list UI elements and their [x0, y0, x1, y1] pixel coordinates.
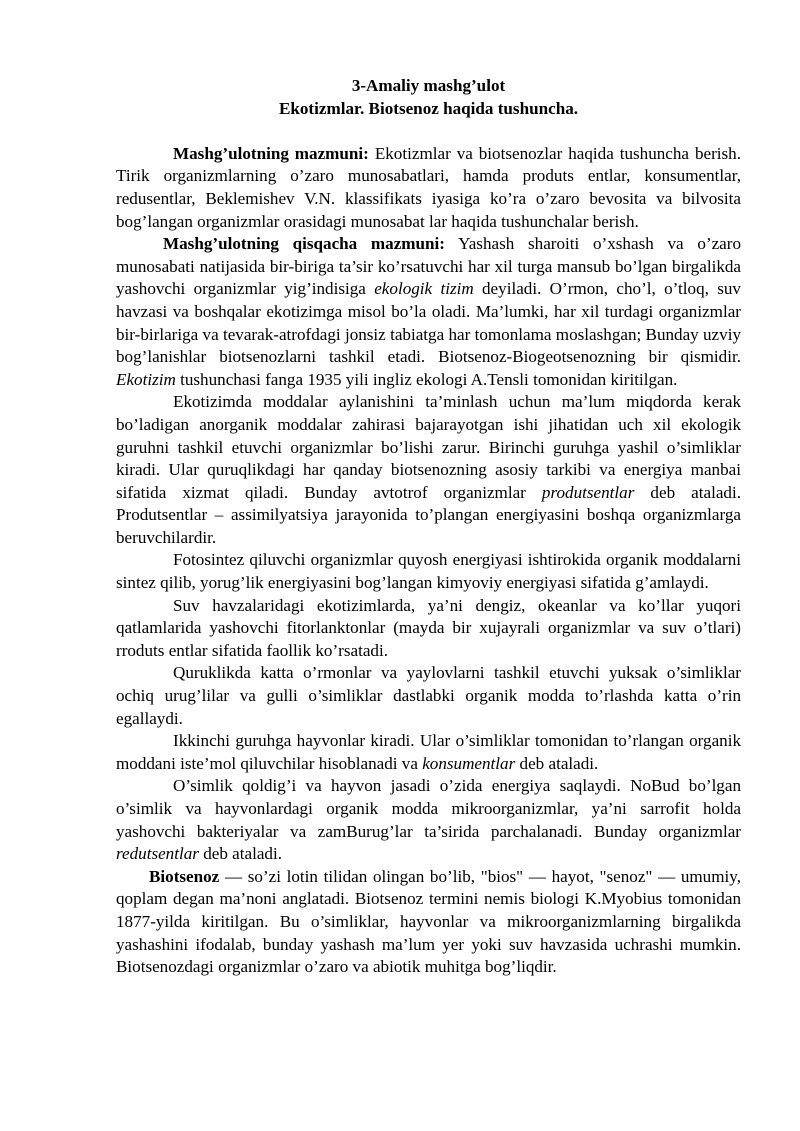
paragraph-text: — so’zi lotin tilidan olingan bo’lib, "bios" — hayot, "senoz" — umumiy, qoplam degan ma’noni anglatadi. Biotsenoz termini nemis biologi K.Myobius tomonidan 1877-yilda kiritilgan. Bu o’simliklar, hayvonlar va mikroorganizmlarning birgalikda yashashini ifodalab, bunday yashash ma’lum yer yoki suv havzasida uchrashi mumkin. Biotsenozdagi organizmlar o’zaro va abiotik muhitga bog’liqdir. [116, 866, 741, 977]
term-reducers: redutsentlar [116, 844, 199, 864]
paragraph-text: deb ataladi. [198, 844, 282, 864]
term-ecological-system: ekologik tizim [374, 279, 474, 299]
document-title: 3-Amaliy mashg’ulot [351, 76, 506, 95]
paragraph-reducers [116, 775, 741, 865]
term-consumers: konsumentlar [422, 753, 516, 773]
paragraph-summary [116, 233, 741, 391]
paragraph-text: Ekotizmlar va biotsenozlar haqida tushuncha berish. Tirik organizmlarning o’zaro munosabatlari, hamda produts entlar, konsumentlar, redusentlar, Beklemishev V.N. klassifikats iyasiga ko’ra o’zaro bevosita va bilvosita bog’langan organizmlar orasidagi munosabat lar haqida tushunchalar berish. [116, 143, 741, 231]
paragraph-label: Mashg’ulotning mazmuni: [173, 143, 369, 163]
paragraph-text: deyiladi. O’rmon, cho’l, o’tloq, suv havzasi va boshqalar ekotizimga misol bo’la oladi. Ma’lumki, har xil turdagi organizmlar bir-birlariga va tevarak-atrofdagi jonsiz tabiatga har tomonlama moslashgan; Bunday uzviy bog’lanishlar biotsenozlarni tashkil etadi. Biotsenoz-Biogeotsenozning bir qismidir. [116, 279, 741, 367]
paragraph-land-plants: Quruklikda katta o’rmonlar va yaylovlarni tashkil etuvchi yuksak o’simliklar ochiq urug’lilar va gulli o’simliklar dastlabki organik modda to’rlashda katta o’rin egallaydi. [116, 663, 741, 728]
document-subtitle: Ekotizmlar. Biotsenoz haqida tushuncha. [278, 98, 579, 118]
paragraph-text: Yashash sharoiti o’xshash va o’zaro munosabati natijasida bir-biriga ta’sir ko’rsatuvchi har xil turga mansub bo’lgan birgalikda yashovchi organizmlar yig’indisiga [116, 234, 741, 299]
paragraph-text: Ikkinchi guruhga hayvonlar kiradi. Ular o’simliklar tomonidan to’rlangan organik moddani iste’mol qiluvchilar hisoblanadi va [116, 731, 741, 773]
paragraph-text: deb ataladi. [515, 753, 599, 773]
term-ecosystem: Ekotizim [116, 369, 176, 389]
paragraph-phytoplankton: Suv havzalaridagi ekotizimlarda, ya’ni dengiz, okeanlar va ko’llar yuqori qatlamlarida yashovchi fitorlanktonlar (mayda bir xujayrali organizmlar va suv o’tlari) rroduts entlar sifatida faollik ko’rsatadi. [116, 595, 741, 660]
paragraph-label: Biotsenoz [149, 866, 220, 886]
paragraph-label: Mashg’ulotning qisqacha mazmuni: [163, 234, 445, 254]
paragraph-producers [116, 391, 741, 549]
term-producers: produtsentlar [541, 482, 635, 502]
paragraph-text: deb ataladi. Produtsentlar – assimilyatsiya jarayonida to’plangan energiyasini boshqa organizmlarga beruvchilardir. [116, 482, 741, 547]
paragraph-text: O’simlik qoldig’i va hayvon jasadi o’zida energiya saqlaydi. NoBud bo’lgan o’simlik va hayvonlardagi organik modda mikroorganizmlar, ya’ni sarrofit holda yashovchi bakteriyalar va zamBurug’lar ta’sirida parchalanadi. Bunday organizmlar [116, 776, 741, 841]
paragraph-text: Ekotizimda moddalar aylanishini ta’minlash uchun ma’lum miqdorda kerak bo’ladigan anorganik moddalar zahirasi bajarayotgan ishi jihatidan uch xil ekologik guruhni tashkil etuvchi organizmlar bo’lishi zarur. Birinchi guruhga yashil o’simliklar kiradi. Ular quruqlikdagi har qanday biotsenozning asosiy tarkibi va energiya manbai sifatida xizmat qiladi. Bunday avtotrof organizmlar [116, 392, 741, 502]
paragraph-biocenosis [116, 866, 741, 979]
document-page [116, 75, 741, 979]
paragraph-text: tushunchasi fanga 1935 yili ingliz ekologi A.Tensli tomonidan kiritilgan. [175, 369, 678, 389]
paragraph-photosynthesis: Fotosintez qiluvchi organizmlar quyosh energiyasi ishtirokida organik moddalarni sintez qilib, yorug’lik energiyasini bog’langan kimyoviy energiyasi sifatida g’amlaydi. [116, 550, 741, 593]
paragraph-content [116, 143, 741, 233]
paragraph-consumers [116, 730, 741, 775]
